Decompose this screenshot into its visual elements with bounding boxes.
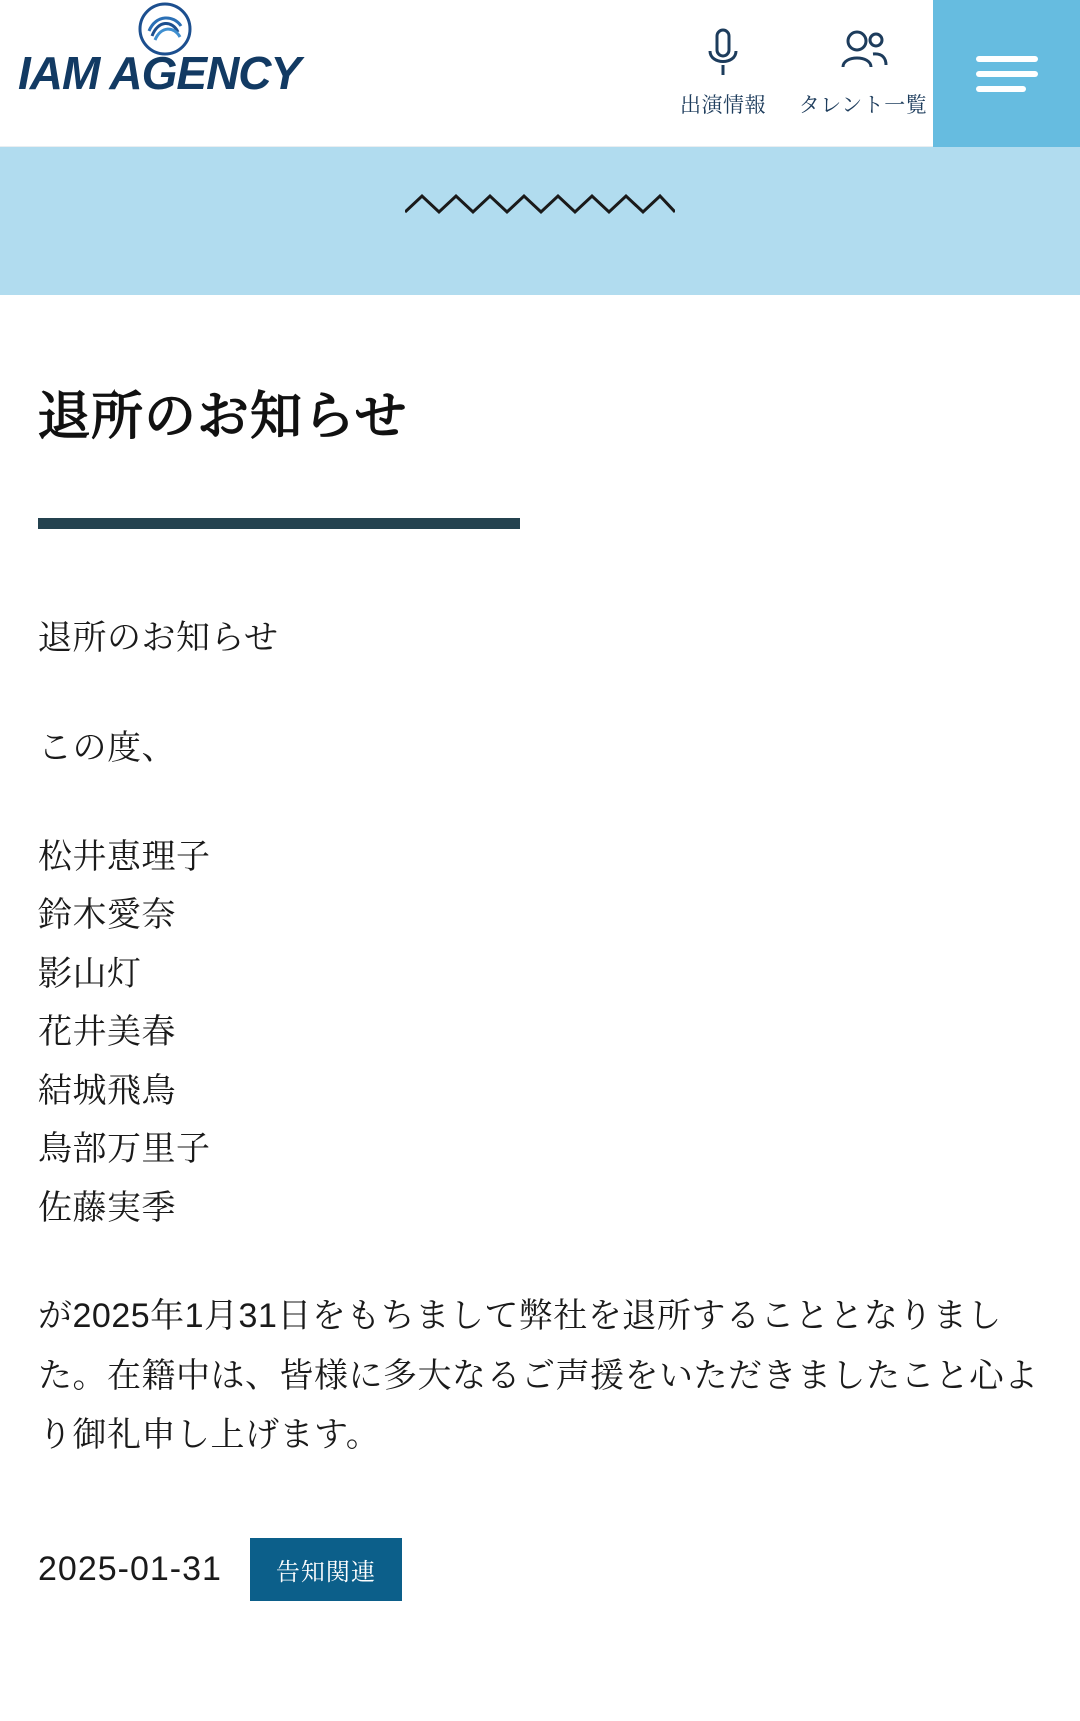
news-article xyxy=(0,385,1080,1661)
list-item: 鈴木愛奈 xyxy=(38,896,176,935)
header-nav xyxy=(653,0,933,146)
article-intro: この度、 xyxy=(38,728,176,767)
list-item: 鳥部万里子 xyxy=(38,1130,211,1169)
article-category-tag[interactable]: 告知関連 xyxy=(250,1538,402,1601)
site-logo[interactable] xyxy=(0,0,300,146)
header-spacer xyxy=(300,0,653,146)
logo-text: IAM AGENCY xyxy=(18,47,301,99)
nav-item-appearances[interactable] xyxy=(653,0,793,147)
nav-label-appearances: 出演情報 xyxy=(680,94,766,117)
list-item: 佐藤実季 xyxy=(38,1188,176,1227)
title-underline xyxy=(38,518,520,529)
wavy-underline-decoration xyxy=(405,190,675,220)
article-closing: が2025年1月31日をもちまして弊社を退所することとなりました。在籍中は、皆様に多大なるご声援をいただきましたこと心より御礼申し上げます。 xyxy=(38,1297,1039,1455)
hamburger-menu-icon xyxy=(976,47,1038,101)
list-item: 松井恵理子 xyxy=(38,838,211,876)
article-date: 2025-01-31 xyxy=(38,1549,222,1588)
nav-item-talent-list[interactable] xyxy=(793,0,933,147)
microphone-icon xyxy=(703,27,743,79)
list-item: 影山灯 xyxy=(38,954,142,993)
article-meta xyxy=(38,1538,1042,1661)
hamburger-menu-button[interactable] xyxy=(933,0,1080,147)
list-item: 花井美春 xyxy=(38,1013,176,1052)
article-lead: 退所のお知らせ xyxy=(38,619,279,657)
list-item: 結城飛鳥 xyxy=(38,1071,176,1110)
sound-swirl-icon xyxy=(138,2,192,56)
people-icon xyxy=(836,27,890,79)
departing-talent-list xyxy=(38,828,1042,1237)
nav-label-talent-list: タレント一覧 xyxy=(798,94,928,117)
page-title: 退所のお知らせ xyxy=(38,388,408,446)
article-body xyxy=(38,609,1042,1466)
site-header xyxy=(0,0,1080,147)
